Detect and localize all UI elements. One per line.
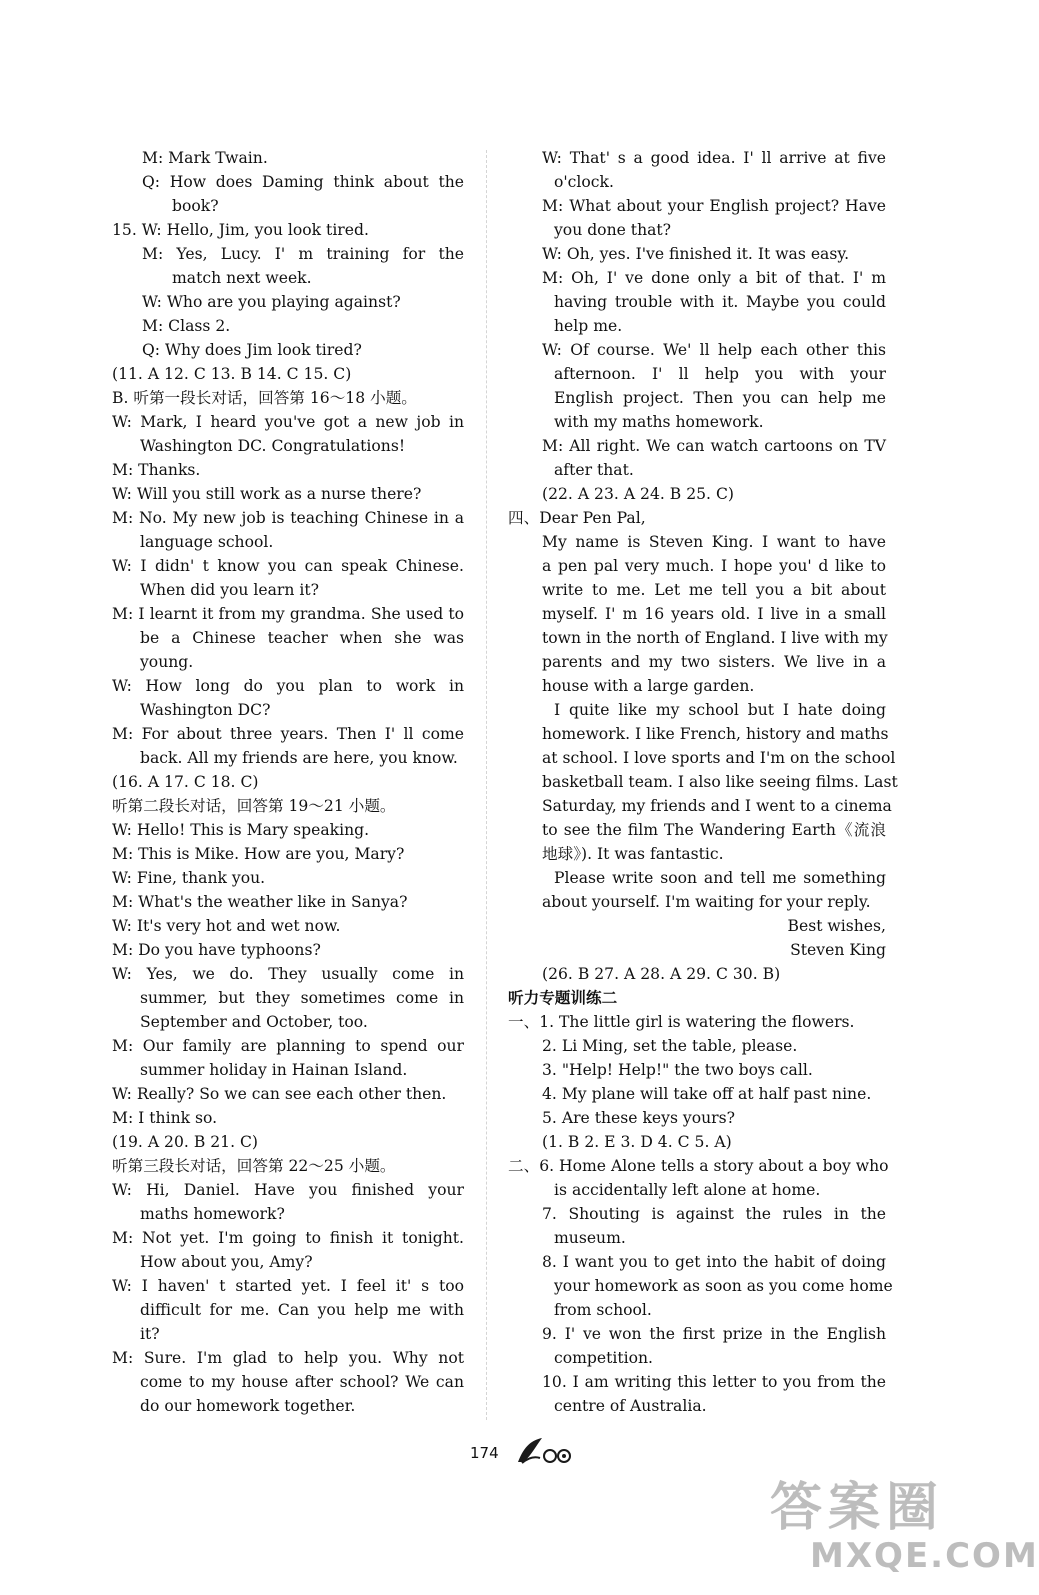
text-line: young. (140, 653, 194, 671)
text-line: having trouble with it. Maybe you could (554, 293, 886, 311)
text-line: 9. I' ve won the first prize in the English (542, 1325, 886, 1343)
text-line: summer holiday in Hainan Island. (140, 1061, 408, 1079)
text-line: 15. W: Hello, Jim, you look tired. (112, 221, 369, 239)
text-line: museum. (554, 1229, 626, 1247)
text-line: 二、6. Home Alone tells a story about a boy who (508, 1157, 889, 1175)
page-number: 174 (470, 1444, 499, 1462)
text-line: W: Hello! This is Mary speaking. (112, 821, 370, 839)
watermark (770, 1480, 1039, 1576)
text-line: summer, but they sometimes come in (140, 989, 464, 1007)
text-line: M: Oh, I' ve done only a bit of that. I' m (542, 269, 886, 287)
text-line: M: Yes, Lucy. I' m training for the (142, 245, 464, 263)
text-line: from school. (554, 1301, 652, 1319)
text-line: M: Do you have typhoons? (112, 941, 321, 959)
text-line: 10. I am writing this letter to you from the (542, 1373, 886, 1391)
text-line: 3. "Help! Help!" the two boys call. (542, 1061, 813, 1079)
text-line: M: No. My new job is teaching Chinese in a (112, 509, 464, 527)
text-line: be a Chinese teacher when she was (140, 629, 464, 647)
text-line: 7. Shouting is against the rules in the (542, 1205, 886, 1223)
text-line: Q: How does Daming think about the (142, 173, 464, 191)
text-line: come to my house after school? We can (140, 1373, 464, 1391)
text-line: do our homework together. (140, 1397, 356, 1415)
text-line: W: Who are you playing against? (142, 293, 401, 311)
text-line: 四、Dear Pen Pal, (508, 509, 646, 527)
text-line: with my maths homework. (554, 413, 764, 431)
text-line: W: Mark, I heard you've got a new job in (112, 413, 464, 431)
text-line: My name is Steven King. I want to have (542, 533, 886, 551)
text-line: W: Hi, Daniel. Have you finished your (112, 1181, 464, 1199)
text-line: English project. Then you can help me (554, 389, 886, 407)
text-line: Washington DC. Congratulations! (140, 437, 406, 455)
text-line: W: It's very hot and wet now. (112, 917, 341, 935)
text-line: September and October, too. (140, 1013, 368, 1031)
text-line: you done that? (554, 221, 672, 239)
text-line: myself. I' m 16 years old. I live in a small (542, 605, 886, 623)
text-line: M: I think so. (112, 1109, 218, 1127)
left-column (112, 146, 464, 1418)
text-line: M: Class 2. (142, 317, 231, 335)
text-line: 一、1. The little girl is watering the flowers. (508, 1013, 855, 1031)
column-divider (486, 150, 487, 1420)
text-line: 听第三段长对话，回答第 22～25 小题。 (112, 1157, 396, 1175)
text-line: I quite like my school but I hate doing (554, 701, 886, 719)
text-line: 地球》). It was fantastic. (542, 845, 724, 863)
text-line: (11. A 12. C 13. B 14. C 15. C) (112, 365, 352, 383)
text-line: house with a large garden. (542, 677, 755, 695)
text-line: W: Of course. We' ll help each other this (542, 341, 886, 359)
right-column (508, 146, 898, 1418)
text-line: about yourself. I'm waiting for your reply. (542, 893, 871, 911)
text-line: 5. Are these keys yours? (542, 1109, 735, 1127)
text-line: W: How long do you plan to work in (112, 677, 464, 695)
text-line: homework. I like French, history and maths (542, 725, 889, 743)
text-line: town in the north of England. I live with my (542, 629, 888, 647)
text-line: W: Oh, yes. I've finished it. It was easy. (542, 245, 850, 263)
text-line: afternoon. I' ll help you with your (554, 365, 886, 383)
text-line: book? (172, 197, 219, 215)
text-line: 听第二段长对话，回答第 19～21 小题。 (112, 797, 396, 815)
text-line: back. All my friends are here, you know. (140, 749, 458, 767)
text-line: maths homework? (140, 1205, 285, 1223)
text-line: (1. B 2. E 3. D 4. C 5. A) (542, 1133, 732, 1151)
text-line: Q: Why does Jim look tired? (142, 341, 362, 359)
text-line: W: Really? So we can see each other then. (112, 1085, 447, 1103)
text-line: after that. (554, 461, 634, 479)
watermark-title: 答案圈 (770, 1478, 945, 1538)
leaf-swirl-icon (514, 1436, 578, 1470)
text-line: it? (140, 1325, 160, 1343)
text-line: M: I learnt it from my grandma. She used to (112, 605, 464, 623)
text-line: M: Not yet. I'm going to finish it tonight. (112, 1229, 464, 1247)
text-line: difficult for me. Can you help me with (140, 1301, 464, 1319)
text-line: (22. A 23. A 24. B 25. C) (542, 485, 734, 503)
text-line: W: Yes, we do. They usually come in (112, 965, 464, 983)
text-line: (26. B 27. A 28. A 29. C 30. B) (542, 965, 781, 983)
text-line: your homework as soon as you come home (554, 1277, 893, 1295)
text-line: Washington DC? (140, 701, 271, 719)
text-line: W: Will you still work as a nurse there? (112, 485, 422, 503)
text-line: W: That' s a good idea. I' ll arrive at five (542, 149, 886, 167)
text-line: write to me. Let me tell you a bit about (542, 581, 886, 599)
text-line: M: This is Mike. How are you, Mary? (112, 845, 405, 863)
text-line: competition. (554, 1349, 654, 1367)
text-line: M: Our family are planning to spend our (112, 1037, 464, 1055)
text-line: parents and my two sisters. We live in a (542, 653, 886, 671)
text-line: How about you, Amy? (140, 1253, 313, 1271)
text-line: (19. A 20. B 21. C) (112, 1133, 259, 1151)
text-line: W: I haven' t started yet. I feel it' s too (112, 1277, 464, 1295)
watermark-url: MXQE.COM (810, 1536, 1039, 1576)
text-line: centre of Australia. (554, 1397, 707, 1415)
text-line: match next week. (172, 269, 312, 287)
text-line: language school. (140, 533, 274, 551)
text-line: 听力专题训练二 (508, 988, 618, 1007)
text-line: M: Thanks. (112, 461, 201, 479)
text-line: 8. I want you to get into the habit of doing (542, 1253, 886, 1271)
text-line: M: Sure. I'm glad to help you. Why not (112, 1349, 464, 1367)
text-line: is accidentally left alone at home. (554, 1181, 821, 1199)
text-line: M: What about your English project? Have (542, 197, 886, 215)
text-line: 2. Li Ming, set the table, please. (542, 1037, 798, 1055)
text-line: a pen pal very much. I hope you' d like to (542, 557, 886, 575)
text-line: basketball team. I also like seeing films. Last (542, 773, 898, 791)
text-line: Please write soon and tell me something (554, 869, 886, 887)
text-line: o'clock. (554, 173, 614, 191)
text-line: Best wishes, (787, 917, 886, 935)
text-line: M: For about three years. Then I' ll come (112, 725, 464, 743)
text-line: at school. I love sports and I'm on the school (542, 749, 896, 767)
text-line: Steven King (790, 941, 886, 959)
text-line: M: What's the weather like in Sanya? (112, 893, 408, 911)
text-line: to see the film The Wandering Earth《流浪 (542, 821, 886, 839)
text-line: 4. My plane will take off at half past nine. (542, 1085, 872, 1103)
text-line: (16. A 17. C 18. C) (112, 773, 259, 791)
text-line: M: Mark Twain. (142, 149, 268, 167)
text-line: B. 听第一段长对话，回答第 16～18 小题。 (112, 389, 417, 407)
text-line: help me. (554, 317, 623, 335)
text-line: W: I didn' t know you can speak Chinese. (112, 557, 464, 575)
text-line: M: All right. We can watch cartoons on TV (542, 437, 886, 455)
text-line: Saturday, my friends and I went to a cinema (542, 797, 892, 815)
text-line: When did you learn it? (140, 581, 319, 599)
text-line: W: Fine, thank you. (112, 869, 266, 887)
